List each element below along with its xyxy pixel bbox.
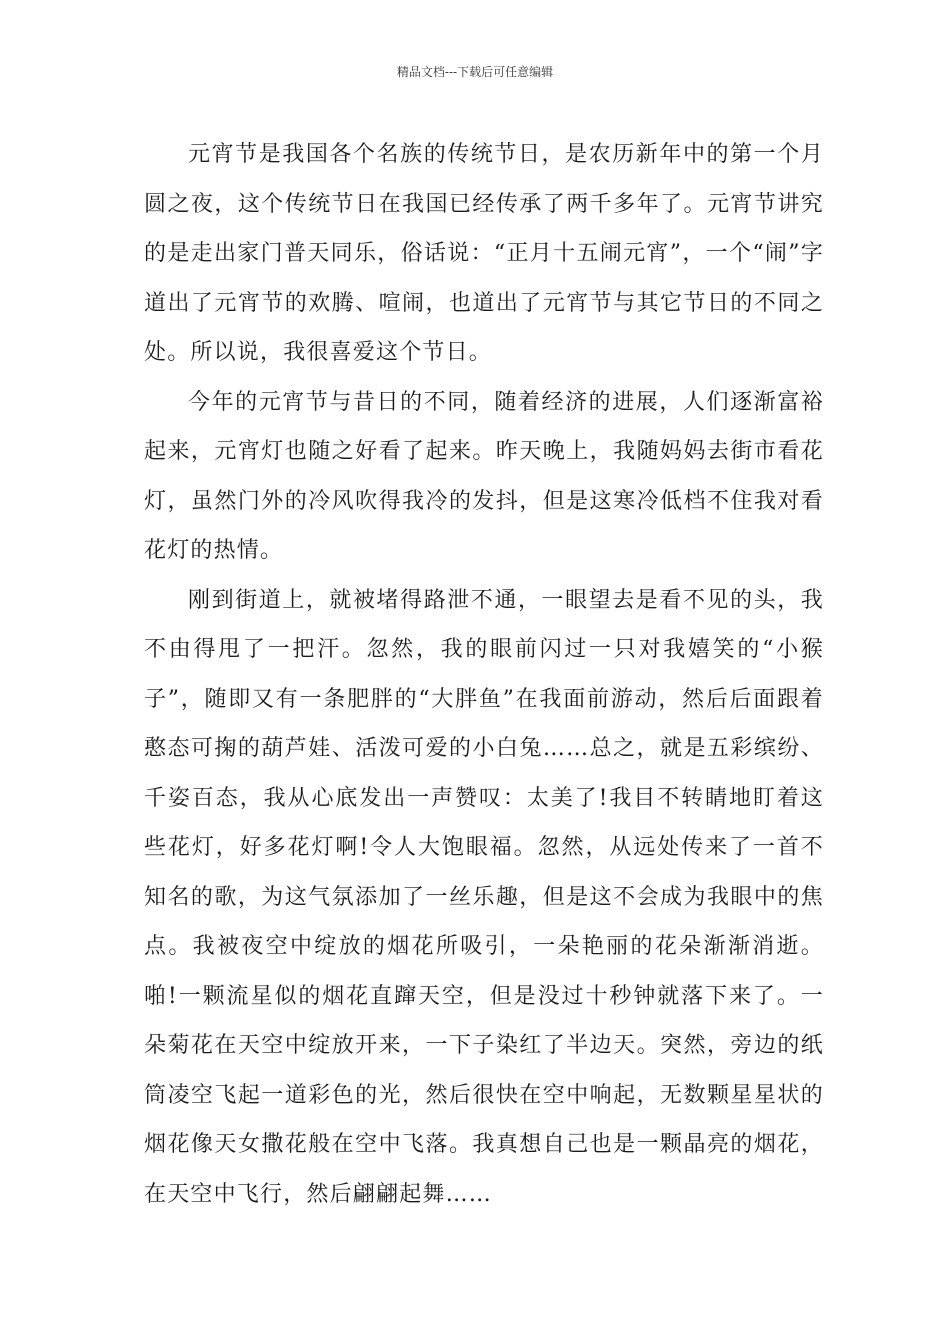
- paragraph-1: 元宵节是我国各个名族的传统节日，是农历新年中的第一个月圆之夜，这个传统节日在我国已经传承了两千多年了。元宵节讲究的是走出家门普天同乐，俗话说：“正月十五闹元宵”，一个“闹”字道出了元宵节的欢腾、喧闹，也道出了元宵节与其它节日的不同之处。所以说，我很喜爱这个节日。: [144, 142, 824, 365]
- paragraph-3: 刚到街道上，就被堵得路泄不通，一眼望去是看不见的头，我不由得甩了一把汗。忽然，我的眼前闪过一只对我嬉笑的“小猴子”，随即又有一条肥胖的“大胖鱼”在我面前游动，然后后面跟着憨态可掬的葫芦娃、活泼可爱的小白兔……总之，就是五彩缤纷、千姿百态，我从心底发出一声赞叹：太美了!我目不转睛地盯着这些花灯，好多花灯啊!令人大饱眼福。忽然，从远处传来了一首不知名的歌，为这气氛添加了一丝乐趣，但是这不会成为我眼中的焦点。我被夜空中绽放的烟花所吸引，一朵艳丽的花朵渐渐消逝。啪!一颗流星似的烟花直蹿天空，但是没过十秒钟就落下来了。一朵菊花在天空中绽放开来，一下子染红了半边天。突然，旁边的纸筒凌空飞起一道彩色的光，然后很快在空中响起，无数颗星星状的烟花像天女撒花般在空中飞落。我真想自己也是一颗晶亮的烟花，在天空中飞行，然后翩翩起舞……: [144, 587, 824, 1207]
- paragraph-2: 今年的元宵节与昔日的不同，随着经济的进展，人们逐渐富裕起来，元宵灯也随之好看了起来。昨天晚上，我随妈妈去街市看花灯，虽然门外的冷风吹得我冷的发抖，但是这寒冷低档不住我对看花灯的热情。: [144, 389, 824, 563]
- page-header: 精品文档---下载后可任意编辑: [396, 65, 554, 79]
- document-body: [144, 130, 824, 1219]
